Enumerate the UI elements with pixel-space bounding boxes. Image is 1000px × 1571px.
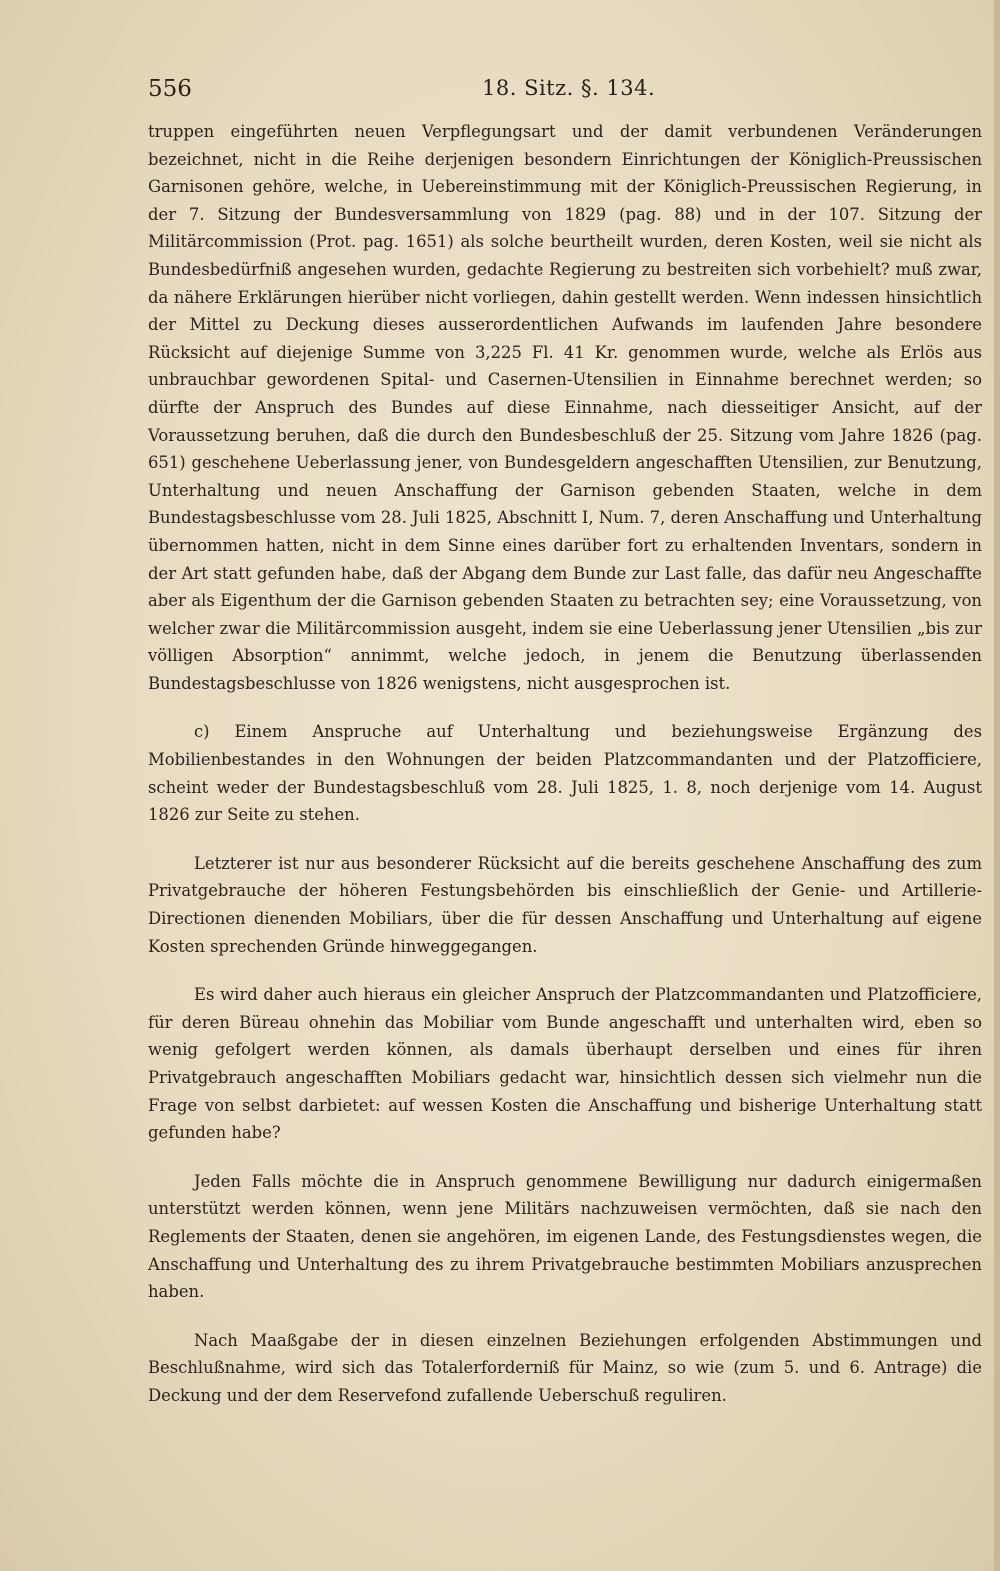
paragraph: Nach Maaßgabe der in diesen einzelnen Beziehungen erfolgenden Abstimmungen und Beschlußnahme, wird sich das Totalerforderniß für Mainz, so wie (zum 5. und 6. Antrage) die Deckung und der dem Reservefond zufallende Ueberschuß reguliren.	[148, 1330, 982, 1405]
paragraph: Jeden Falls möchte die in Anspruch genommene Bewilligung nur dadurch einigermaßen unterstützt werden können, wenn jene Militärs nachzuweisen vermöchten, daß sie nach den Reglements der Staaten, denen sie angehören, im eigenen Lande, des Festungsdienstes wegen, die Anschaffung und Unterhaltung des zu ihrem Privatgebrauche bestimmten Mobiliars anzusprechen haben.	[148, 1171, 982, 1302]
paragraph-continuation: truppen eingeführten neuen Verpflegungsart und der damit verbundenen Veränderungen bezeichnet, nicht in die Reihe derjenigen besondern Einrichtungen der Königlich-Preussischen Garnisonen gehöre, welche, in Uebereinstimmung mit der Königlich-Preussischen Regierung, in der 7. Sitzung der Bundesversammlung von 1829 (pag. 88) und in der 107. Sitzung der Militärcommission (Prot. pag. 1651) als solche beurtheilt wurden, deren Kosten, weil sie nicht als Bundesbedürfniß angesehen wurden, gedachte Regierung zu bestreiten sich vorbehielt? muß zwar, da nähere Erklärungen hierüber nicht vorliegen, dahin gestellt werden. Wenn indessen hinsichtlich der Mittel zu Deckung dieses ausserordentlichen Aufwands im laufenden Jahre besondere Rücksicht auf diejenige Summe von 3,225 Fl. 41 Kr. genommen wurde, welche als Erlös aus unbrauchbar gewordenen Spital- und Casernen-Utensilien in Einnahme berechnet werden; so dürfte der Anspruch des Bundes auf diese Einnahme, nach diesseitiger Ansicht, auf der Voraussetzung beruhen, daß die durch den Bundesbeschluß der 25. Sitzung vom Jahre 1826 (pag. 651) geschehene Ueberlassung jener, von Bundesgeldern angeschafften Utensilien, zur Benutzung, Unterhaltung und neuen Anschaffung der Garnison gebenden Staaten, welche in dem Bundestagsbeschlusse vom 28. Juli 1825, Abschnitt I, Num. 7, deren Anschaffung und Unterhaltung übernommen hatten, nicht in dem Sinne eines darüber fort zu erhaltenden Inventars, sondern in der Art statt gefunden habe, daß der Abgang dem Bunde zur Last falle, das dafür neu Angeschaffte aber als Eigenthum der die Garnison gebenden Staaten zu betrachten sey; eine Voraussetzung, von welcher zwar die Militärcommission ausgeht, indem sie eine Ueberlassung jener Utensilien „bis zur völligen Absorption“ annimmt, welche jedoch, in jenem die Benutzung überlassenden Bundestagsbeschlusse von 1826 wenigstens, nicht ausgesprochen ist.	[148, 122, 982, 693]
paragraph: Es wird daher auch hieraus ein gleicher Anspruch der Platzcommandanten und Platzofficiere, für deren Büreau ohnehin das Mobiliar vom Bunde angeschafft und unterhalten wird, eben so wenig gefolgert werden können, als damals überhaupt derselben und eines für ihren Privatgebrauch angeschafften Mobiliars gedacht war, hinsichtlich dessen sich vielmehr nun die Frage von selbst darbietet: auf wessen Kosten die Anschaffung und bisherige Unterhaltung statt gefunden habe?	[148, 985, 982, 1143]
page-header	[148, 76, 980, 106]
running-head: 18. Sitz. §. 134.	[482, 76, 656, 100]
paragraph-c: c) Einem Anspruche auf Unterhaltung und beziehungsweise Ergänzung des Mobilienbestandes in den Wohnungen der beiden Platzcommandanten und der Platzofficiere, scheint weder der Bundestagsbeschluß vom 28. Juli 1825, 1. 8, noch derjenige vom 14. August 1826 zur Seite zu stehen.	[148, 722, 982, 825]
page-edge	[994, 0, 1000, 1571]
body-text	[148, 118, 982, 1410]
page-number: 556	[148, 76, 192, 102]
paragraph: Letzterer ist nur aus besonderer Rücksicht auf die bereits geschehene Anschaffung des zum Privatgebrauche der höheren Festungsbehörden bis einschließlich der Genie- und Artillerie-Directionen dienenden Mobiliars, über die für dessen Anschaffung und Unterhaltung auf eigene Kosten sprechenden Gründe hinweggegangen.	[148, 853, 982, 956]
